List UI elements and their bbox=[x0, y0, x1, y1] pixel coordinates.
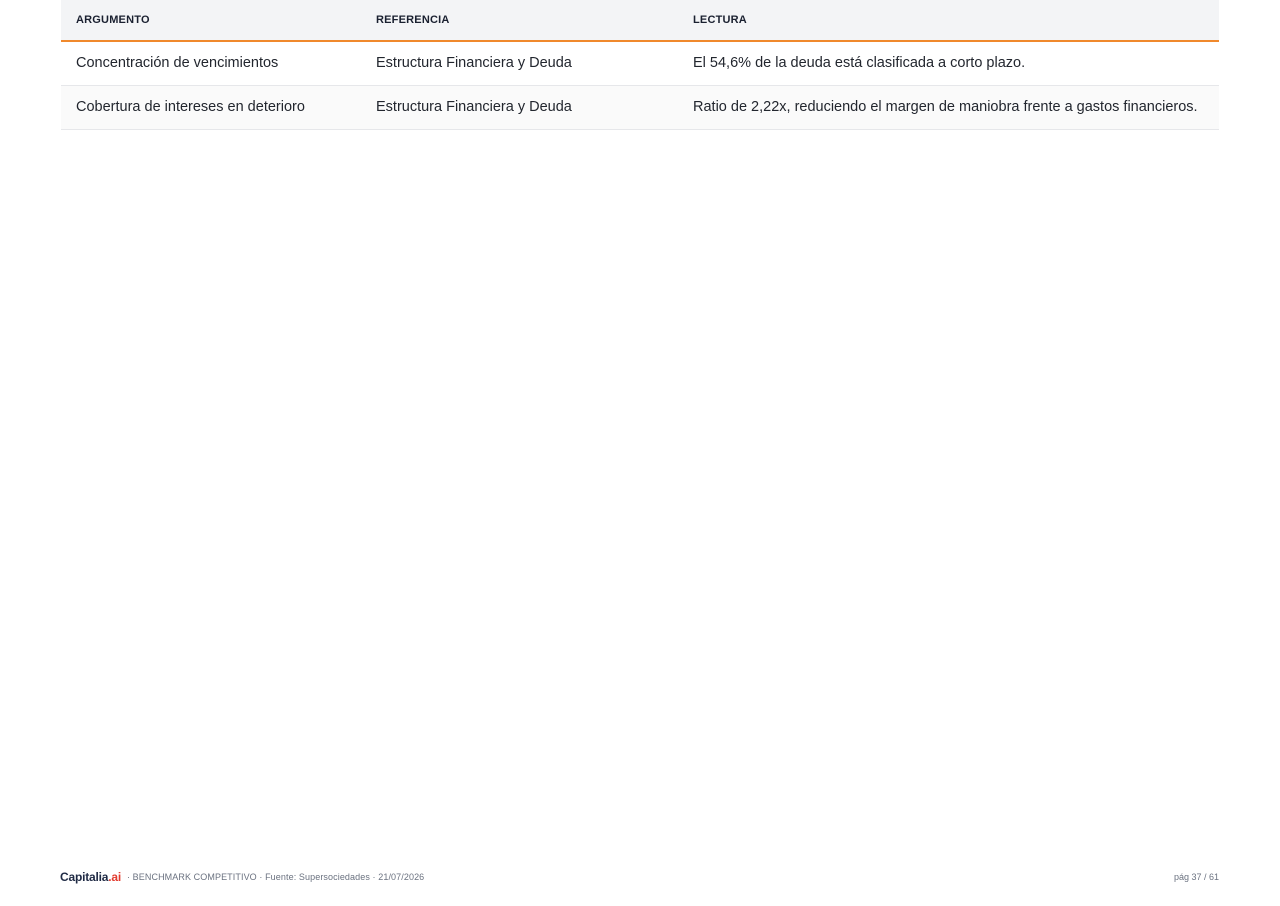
brand-logo bbox=[60, 870, 121, 884]
table-row bbox=[61, 41, 1219, 86]
cell-lectura: El 54,6% de la deuda está clasificada a corto plazo. bbox=[678, 41, 1219, 86]
cell-argumento: Cobertura de intereses en deterioro bbox=[61, 86, 361, 130]
page-footer bbox=[60, 868, 1219, 886]
page-number: pág 37 / 61 bbox=[1173, 872, 1219, 882]
cell-referencia: Estructura Financiera y Deuda bbox=[361, 41, 678, 86]
cell-lectura: Ratio de 2,22x, reduciendo el margen de maniobra frente a gastos financieros. bbox=[678, 86, 1219, 130]
findings-table-container bbox=[61, 0, 1219, 130]
findings-table bbox=[61, 0, 1219, 130]
table-header-row bbox=[61, 0, 1219, 41]
footer-left bbox=[60, 870, 424, 884]
brand-name: Capitalia bbox=[60, 870, 109, 884]
cell-argumento: Concentración de vencimientos bbox=[61, 41, 361, 86]
footer-meta: · BENCHMARK COMPETITIVO · Fuente: Supersociedades · 21/07/2026 bbox=[126, 872, 425, 882]
column-header-referencia: REFERENCIA bbox=[361, 0, 678, 41]
column-header-lectura: LECTURA bbox=[678, 0, 1219, 41]
brand-suffix: .ai bbox=[108, 870, 121, 884]
cell-referencia: Estructura Financiera y Deuda bbox=[361, 86, 678, 130]
column-header-argumento: ARGUMENTO bbox=[61, 0, 361, 41]
table-row bbox=[61, 86, 1219, 130]
